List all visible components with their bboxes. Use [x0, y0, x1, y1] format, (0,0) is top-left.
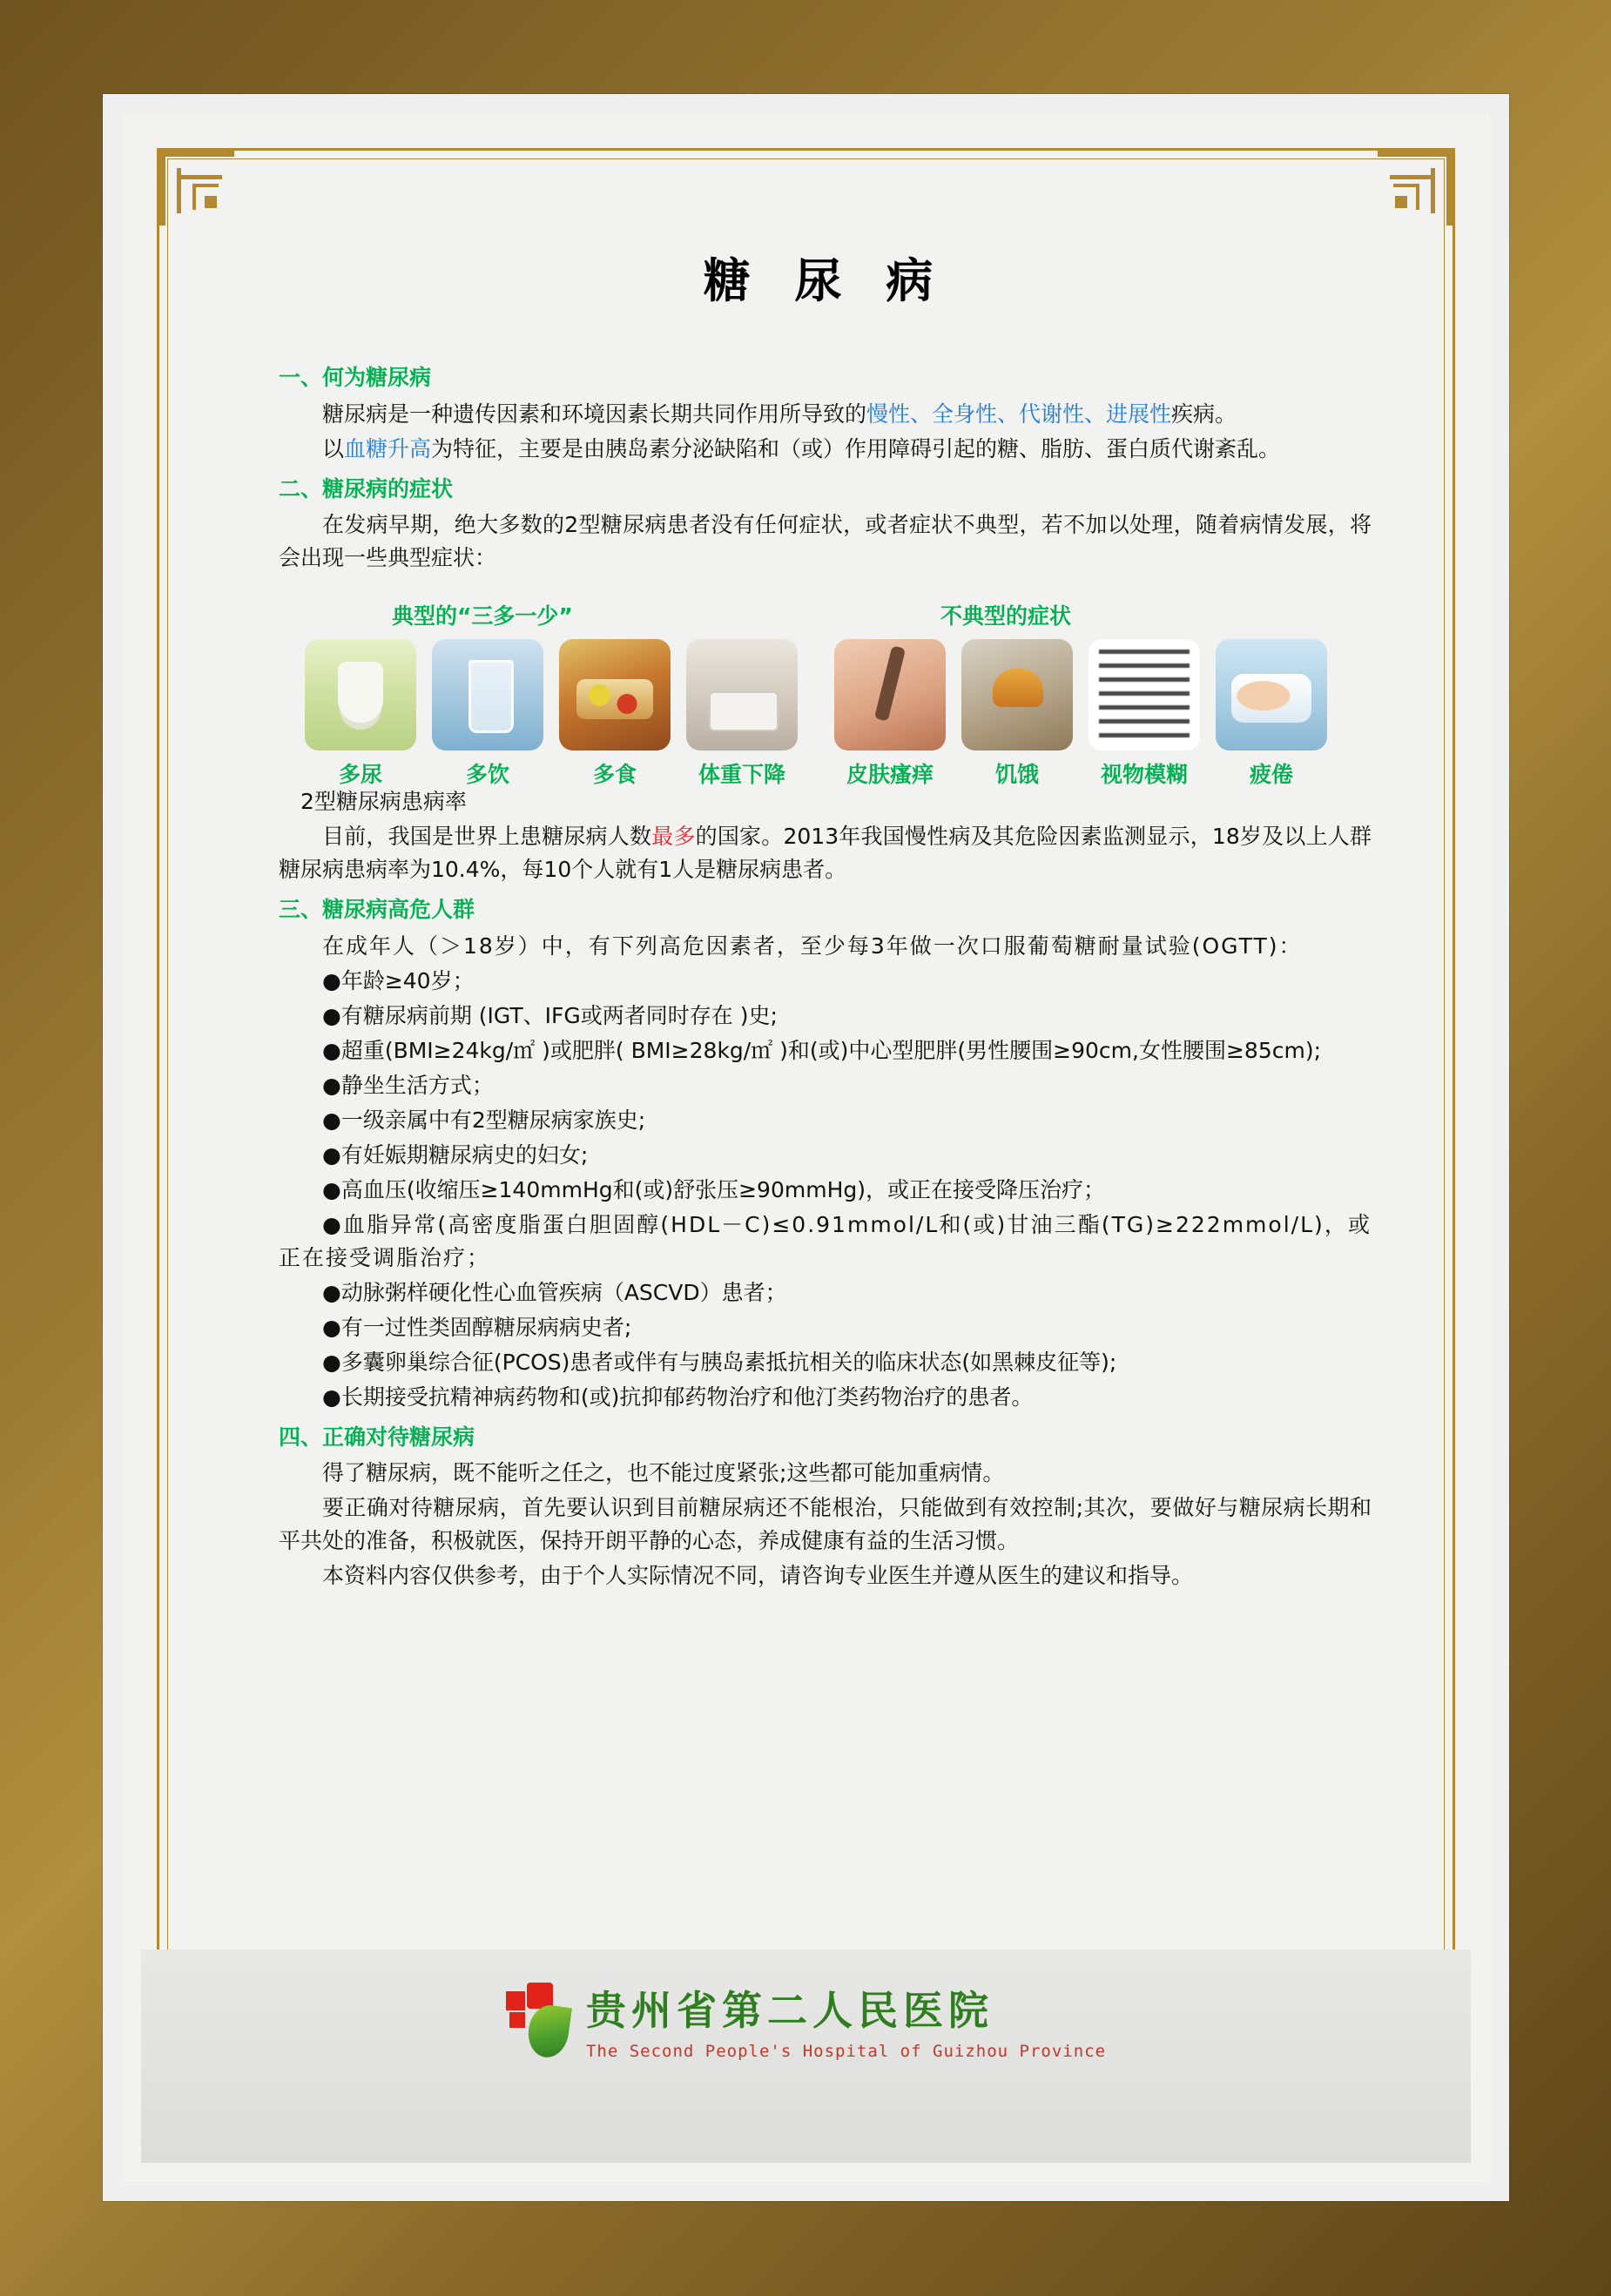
s1-p2-text-a: 以: [322, 435, 345, 461]
risk-item: ●有一过性类固醇糖尿病病史者;: [322, 1314, 632, 1340]
water-glass-icon: [432, 639, 543, 751]
prevalence-text-b: 的国家。2013年我国慢性病及其危险因素监测显示，18岁及以上人群糖尿病患病率为10.4%，每10个人就有1人是糖尿病患者。: [279, 824, 1372, 882]
symptom-group-b-title: 不典型的症状: [940, 603, 1072, 629]
symptom-label: 皮肤瘙痒: [846, 762, 934, 787]
s1-p2-highlight: 血糖升高: [344, 435, 432, 461]
section-heading-2: 二、糖尿病的症状: [279, 475, 454, 502]
risk-item: ●有糖尿病前期 (IGT、IFG或两者同时存在 )史;: [322, 1002, 778, 1028]
symptom-item: [961, 639, 1073, 789]
symptom-item: [432, 639, 543, 789]
symptom-label: 疲倦: [1249, 762, 1293, 787]
section-4-paragraph-2: 要正确对待糖尿病，首先要认识到目前糖尿病还不能根治，只能做到有效控制;其次，要做好与糖尿病长期和平共处的准备，积极就医，保持开朗平静的心态，养成健康有益的生活习惯。: [279, 1495, 1372, 1553]
risk-item: ●年龄≥40岁；: [322, 967, 475, 993]
prevalence-text-a: 目前，我国是世界上患糖尿病人数: [322, 824, 652, 849]
risk-item: ●动脉粥样硬化性心血管疾病（ASCVD）患者；: [322, 1279, 787, 1305]
risk-item: ●多囊卵巢综合征(PCOS)患者或伴有与胰岛素抵抗相关的临床状态(如黑棘皮征等);: [322, 1349, 1117, 1375]
section-2-paragraph-1: 在发病早期，绝大多数的2型糖尿病患者没有任何症状，或者症状不典型，若不加以处理，随着病情发展，将会出现一些典型症状：: [279, 512, 1372, 570]
corner-ornament-top-left: [159, 151, 234, 226]
symptom-item: [1216, 639, 1327, 789]
hospital-name-cn: 贵州省第二人民医院: [585, 1987, 994, 2034]
leaf-logo-icon: [506, 1983, 570, 2057]
symptom-group-a: [305, 639, 798, 789]
section-4-paragraph-1: 得了糖尿病，既不能听之任之，也不能过度紧张;这些都可能加重病情。: [322, 1460, 1005, 1485]
section-1-paragraph-2: [279, 433, 1372, 466]
prevalence-paragraph: [279, 820, 1372, 886]
symptom-label: 体重下降: [698, 762, 785, 787]
food-icon: [559, 639, 671, 751]
symptom-label: 多饮: [465, 762, 509, 787]
page-title: 糖 尿 病: [703, 253, 947, 308]
symptom-group-a-title: 典型的“三多一少”: [392, 603, 573, 629]
symptom-item: [1089, 639, 1200, 789]
toilet-icon: [305, 639, 416, 751]
section-heading-1: 一、何为糖尿病: [279, 365, 432, 390]
blurry-vision-icon: [1089, 639, 1200, 751]
prevalence-highlight: 最多: [651, 824, 696, 849]
risk-item: ●长期接受抗精神病药物和(或)抗抑郁药物治疗和他汀类药物治疗的患者。: [322, 1384, 1034, 1410]
symptom-item: [559, 639, 671, 789]
symptom-item: [686, 639, 798, 789]
fatigue-icon: [1216, 639, 1327, 751]
risk-item: ●一级亲属中有2型糖尿病家族史;: [322, 1107, 646, 1133]
section-1-paragraph-1: [279, 398, 1372, 431]
poster-inner: [122, 113, 1490, 2182]
symptom-label: 多食: [592, 762, 637, 787]
weight-scale-icon: [686, 639, 798, 751]
risk-item: ●血脂异常(高密度脂蛋白胆固醇(HDL－C)≤0.91mmol/L和(或)甘油三酯(TG)≥222mmol/L)，或正在接受调脂治疗；: [279, 1211, 1372, 1270]
section-heading-4: 四、正确对待糖尿病: [279, 1424, 475, 1450]
s1-p1-text-a: 糖尿病是一种遗传因素和环境因素长期共同作用所导致的: [322, 401, 867, 427]
symptom-label: 视物模糊: [1100, 762, 1188, 787]
symptom-item: [834, 639, 946, 789]
hunger-icon: [961, 639, 1073, 751]
s1-p1-text-b: 疾病。: [1171, 401, 1237, 427]
section-4-paragraph-3: 本资料内容仅供参考，由于个人实际情况不同，请咨询专业医生并遵从医生的建议和指导。: [322, 1563, 1194, 1588]
corner-ornament-top-right: [1378, 151, 1453, 226]
symptom-label: 多尿: [338, 762, 382, 787]
risk-item: ●静坐生活方式；: [322, 1072, 494, 1098]
risk-item: ●高血压(收缩压≥140mmHg和(或)舒张压≥90mmHg)，或正在接受降压治疗；: [322, 1176, 1106, 1202]
section-heading-3: 三、糖尿病高危人群: [279, 897, 475, 922]
hospital-name-block: [586, 1979, 1106, 2061]
section-3-paragraph-1: 在成年人（＞18岁）中，有下列高危因素者，至少每3年做一次口服葡萄糖耐量试验(OGTT)：: [322, 933, 1303, 959]
hospital-logo: [141, 1979, 1471, 2061]
symptom-group-b: [834, 639, 1327, 789]
s1-p2-text-b: 为特征，主要是由胰岛素分泌缺陷和（或）作用障碍引起的糖、脂肪、蛋白质代谢紊乱。: [431, 435, 1281, 461]
poster-content: [279, 244, 1372, 1594]
footer-bar: [141, 1949, 1471, 2163]
risk-item: ●超重(BMI≥24kg/㎡ )或肥胖( BMI≥28kg/㎡ )和(或)中心型肥胖(男性腰围≥90cm,女性腰围≥85cm);: [322, 1037, 1322, 1063]
symptom-label: 饥饿: [994, 762, 1039, 787]
hospital-name-en: The Second People's Hospital of Guizhou Province: [585, 2042, 1107, 2061]
risk-item: ●有妊娠期糖尿病史的妇女;: [322, 1141, 589, 1168]
prevalence-title: 2型糖尿病患病率: [300, 789, 467, 814]
symptom-gallery: [279, 599, 1372, 787]
symptom-item: [305, 639, 416, 789]
skin-itch-icon: [834, 639, 946, 751]
s1-p1-highlight: 慢性、全身性、代谢性、进展性: [866, 401, 1172, 427]
poster: [103, 94, 1509, 2201]
